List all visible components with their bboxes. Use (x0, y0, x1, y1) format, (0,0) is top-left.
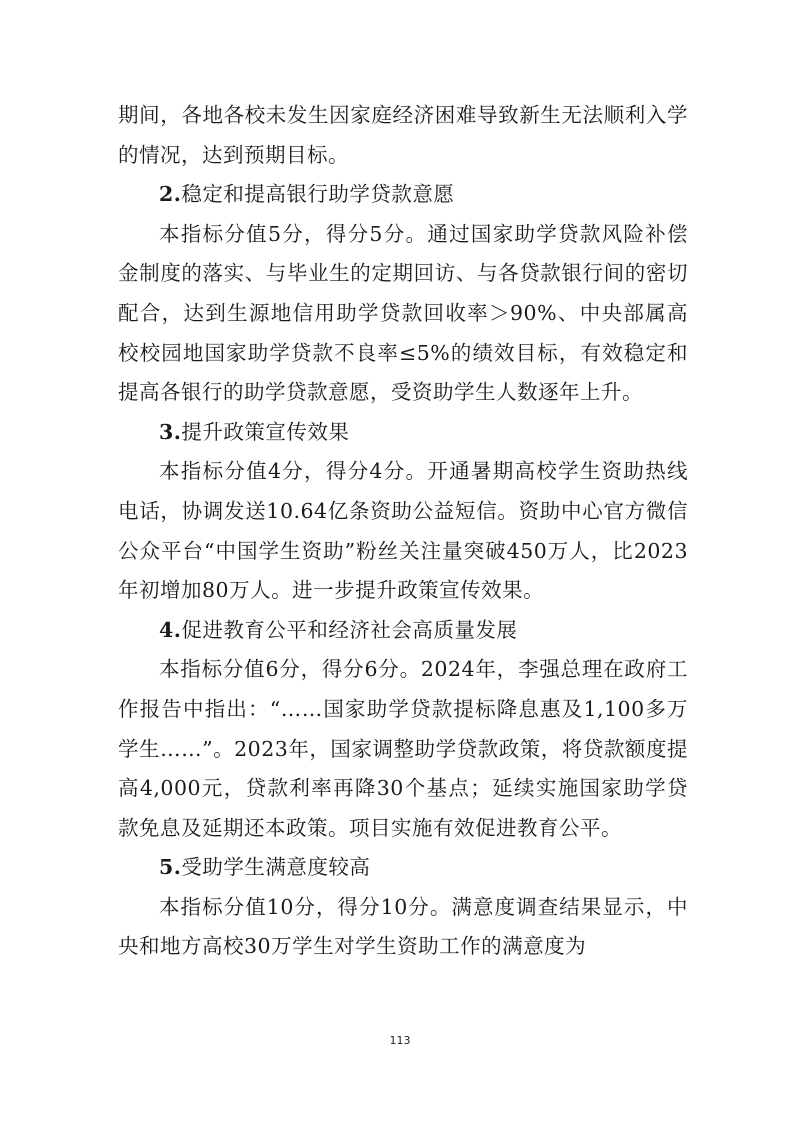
section-heading-2 (118, 175, 688, 215)
paragraph-continuation: 期间，各地各校未发生因家庭经济困难导致新生无法顺利入学的情况，达到预期目标。 (118, 103, 688, 167)
section-number: 5. (159, 855, 182, 880)
section-number: 3. (159, 419, 182, 444)
paragraph-bank-loan: 本指标分值5分，得分5分。通过国家助学贷款风险补偿金制度的落实、与毕业生的定期回访、与各贷款银行间的密切配合，达到生源地信用助学贷款回收率＞90%、中央部属高校校园地国家助学贷款不良率≤5%的绩效目标，有效稳定和提高各银行的助学贷款意愿，受资助学生人数逐年上升。 (118, 221, 688, 405)
paragraph-publicity: 本指标分值4分，得分4分。开通暑期高校学生资助热线电话，协调发送10.64亿条资助公益短信。资助中心官方微信公众平台“中国学生资助”粉丝关注量突破450万人，比2023年初增加80万人。进一步提升政策宣传效果。 (118, 459, 688, 603)
page-content (118, 96, 688, 967)
section-title: 提升政策宣传效果 (181, 419, 350, 444)
section-heading-3 (118, 413, 688, 453)
section-heading-5 (118, 848, 688, 888)
paragraph-equity: 本指标分值6分，得分6分。2024年，李强总理在政府工作报告中指出：“……国家助学贷款提标降息惠及1,100多万学生……”。2023年，国家调整助学贷款政策，将贷款额度提高4,000元，贷款利率再降30个基点；延续实施国家助学贷款免息及延期还本政策。项目实施有效促进教育公平。 (118, 657, 688, 840)
section-title: 稳定和提高银行助学贷款意愿 (181, 182, 455, 207)
section-number: 4. (159, 617, 182, 642)
section-title: 受助学生满意度较高 (181, 855, 371, 880)
page-number: 113 (389, 1034, 411, 1047)
section-heading-4 (118, 611, 688, 651)
paragraph-satisfaction: 本指标分值10分，得分10分。满意度调查结果显示，中央和地方高校30万学生对学生资助工作的满意度为 (118, 894, 688, 959)
section-number: 2. (159, 182, 182, 207)
section-title: 促进教育公平和经济社会高质量发展 (181, 617, 518, 642)
